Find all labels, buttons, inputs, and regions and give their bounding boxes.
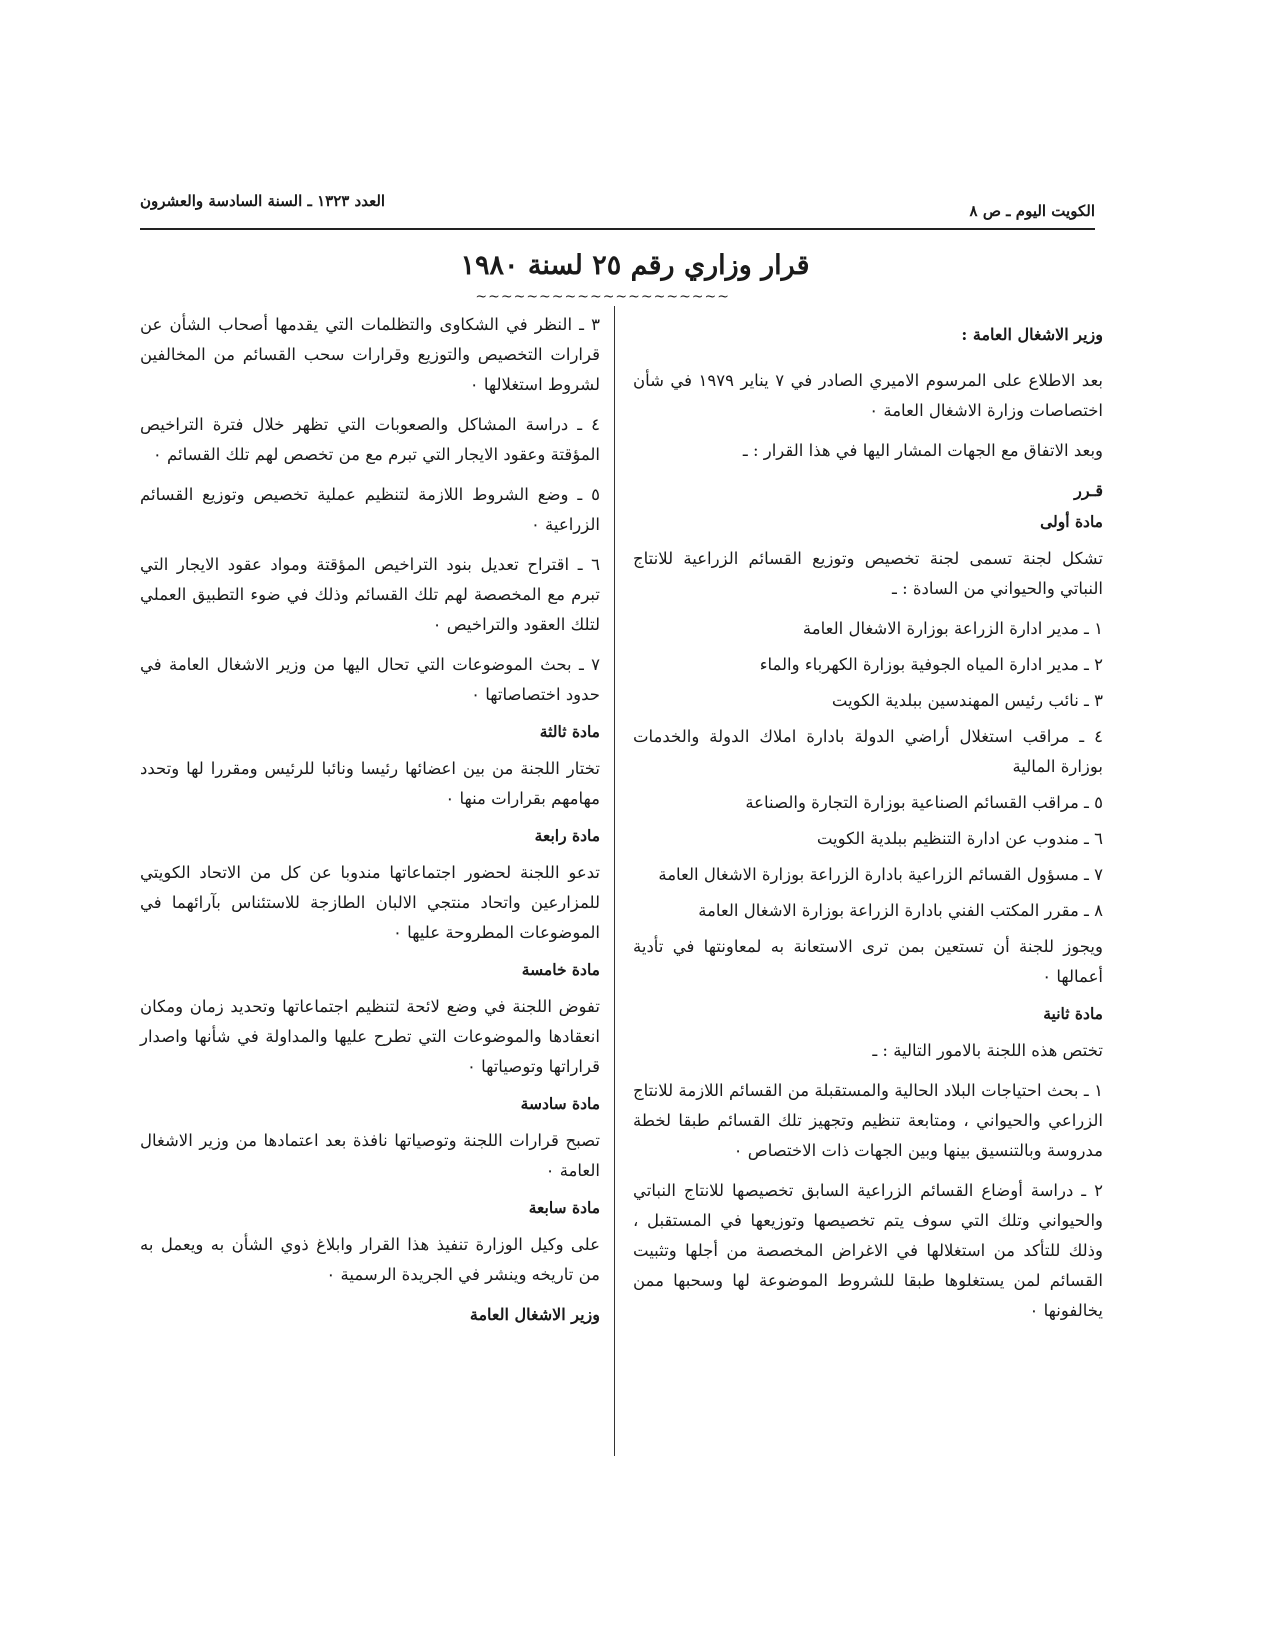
column-divider [614,306,615,1456]
article-1-heading: مادة أولى [1040,512,1103,531]
minister-signature: وزير الاشغال العامة [469,1305,600,1324]
member-item: ٢ ـ مدير ادارة المياه الجوفية بوزارة الكهرباء والماء [759,655,1103,674]
minister-heading: وزير الاشغال العامة : [961,325,1103,344]
page-header [140,188,1095,230]
member-item: ٤ ـ مراقب استغلال أراضي الدولة بادارة املاك الدولة والخدمات بوزارة المالية [633,727,1103,776]
article-6-heading: مادة سادسة [520,1094,600,1113]
right-column [633,310,1103,1550]
article-3-heading: مادة ثالثة [539,722,600,741]
newspaper-page-ref: الكويت اليوم ـ ص ٨ [969,202,1095,220]
assist-note: ويجوز للجنة أن تستعين بمن ترى الاستعانة به لمعاونتها في تأدية أعمالها ٠ [633,937,1103,986]
article-7-heading: مادة سابعة [528,1198,600,1217]
member-item: ١ ـ مدير ادارة الزراعة بوزارة الاشغال العامة [802,619,1103,638]
article-2-item-6: ٦ ـ اقتراح تعديل بنود التراخيص المؤقتة ومواد عقود الايجار التي تبرم مع المخصصة لهم تلك القسائم وذلك في ضوء التطبيق العملي لتلك العقود والتراخيص ٠ [140,555,600,634]
member-item: ٦ ـ مندوب عن ادارة التنظيم ببلدية الكويت [816,829,1103,848]
decides-heading: قـرر [1074,481,1103,500]
article-6-text: تصبح قرارات اللجنة وتوصياتها نافذة بعد اعتمادها من وزير الاشغال العامة ٠ [140,1131,600,1180]
member-item: ٨ ـ مقرر المكتب الفني بادارة الزراعة بوزارة الاشغال العامة [698,901,1103,920]
article-2-item-1: ١ ـ بحث احتياجات البلاد الحالية والمستقبلة من القسائم اللازمة للانتاج الزراعي والحيواني ، ومتابعة تنظيم وتجهيز تلك القسائم طبقا لخطة مدروسة وبالتنسيق بينها وبين الجهات ذات الاختصاص ٠ [633,1081,1103,1160]
article-5-text: تفوض اللجنة في وضع لائحة لتنظيم اجتماعاتها وتحديد زمان ومكان انعقادها والموضوعات التي تطرح عليها والمداولة في شأنها واصدار قراراتها وتوصياتها ٠ [140,997,600,1076]
article-4-heading: مادة رابعة [534,826,600,845]
article-2-heading: مادة ثانية [1043,1004,1103,1023]
article-7-text: على وكيل الوزارة تنفيذ هذا القرار وابلاغ ذوي الشأن به ويعمل به من تاريخه وينشر في الجريدة الرسمية ٠ [140,1235,600,1284]
article-2-item-5: ٥ ـ وضع الشروط اللازمة لتنظيم عملية تخصيص وتوزيع القسائم الزراعية ٠ [140,485,600,534]
article-4-text: تدعو اللجنة لحضور اجتماعاتها مندوبا عن كل من الاتحاد الكويتي للمزارعين واتحاد منتجي الالبان الطازجة للاستئناس بآرائهما في الموضوعات المطروحة عليها ٠ [140,863,600,942]
article-2-item-2: ٢ ـ دراسة أوضاع القسائم الزراعية السابق تخصيصها للانتاج النباتي والحيواني وتلك التي سوف يتم تخصيصها وتوزيعها في المستقبل ، وذلك للتأكد من استغلالها في الاغراض المخصصة من أجلها وتثبيت القسائم لمن يستغلوها طبقا للشروط الموضوعة لها وسحبها ممن يخالفونها ٠ [633,1181,1103,1320]
preamble-2: وبعد الاتفاق مع الجهات المشار اليها في هذا القرار : ـ [742,441,1103,460]
article-2-item-4: ٤ ـ دراسة المشاكل والصعوبات التي تظهر خلال فترة التراخيص المؤقتة وعقود الايجار التي تبرم مع من تخصص لهم تلك القسائم ٠ [140,415,600,464]
member-item: ٥ ـ مراقب القسائم الصناعية بوزارة التجارة والصناعة [745,793,1103,812]
member-item: ٣ ـ نائب رئيس المهندسين ببلدية الكويت [831,691,1103,710]
article-1-text: تشكل لجنة تسمى لجنة تخصيص وتوزيع القسائم الزراعية للانتاج النباتي والحيواني من السادة : ـ [633,549,1103,598]
article-2-item-3: ٣ ـ النظر في الشكاوى والتظلمات التي يقدمها أصحاب الشأن عن قرارات التخصيص والتوزيع وقرارات سحب القسائم من المخالفين لشروط استغلالها ٠ [140,315,600,394]
title-ornament: ~~~~~~~~~~~~~~~~~~~~ [475,289,730,305]
article-3-text: تختار اللجنة من بين اعضائها رئيسا ونائبا للرئيس ومقررا لها وتحدد مهامهم بقرارات منها ٠ [140,759,600,808]
article-2-intro: تختص هذه اللجنة بالامور التالية : ـ [872,1041,1103,1060]
preamble-1: بعد الاطلاع على المرسوم الاميري الصادر في ٧ يناير ١٩٧٩ في شأن اختصاصات وزارة الاشغال العامة ٠ [633,371,1103,420]
decree-title: قرار وزاري رقم ٢٥ لسنة ١٩٨٠ [460,250,810,281]
issue-ref: العدد ١٣٢٣ ـ السنة السادسة والعشرون [140,192,386,210]
article-2-item-7: ٧ ـ بحث الموضوعات التي تحال اليها من وزير الاشغال العامة في حدود اختصاصاتها ٠ [140,655,600,704]
left-column [140,310,600,1550]
member-item: ٧ ـ مسؤول القسائم الزراعية بادارة الزراعة بوزارة الاشغال العامة [658,865,1103,884]
article-5-heading: مادة خامسة [521,960,600,979]
